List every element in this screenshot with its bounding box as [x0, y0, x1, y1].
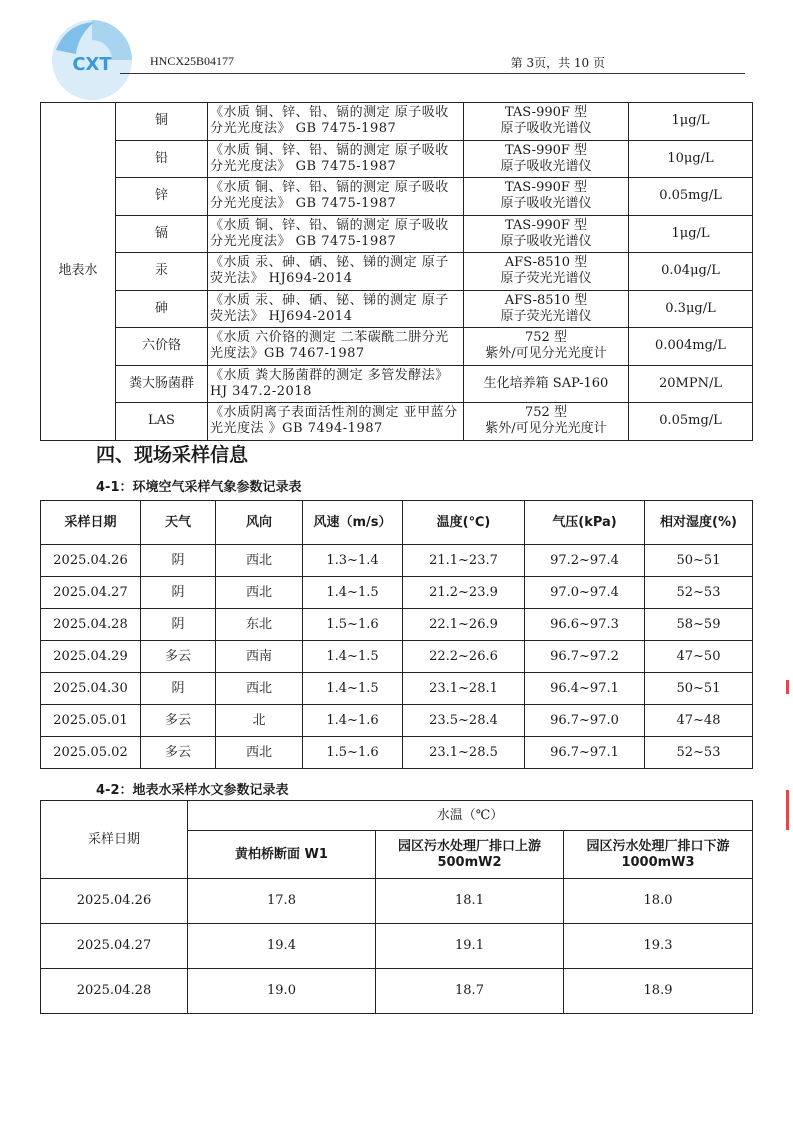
- weather-cell: 23.1~28.5: [403, 737, 525, 769]
- report-number: HNCX25B04177: [150, 54, 235, 68]
- hydro-site-header: 黄柏桥断面 W1: [188, 831, 376, 879]
- weather-cell: 1.4~1.5: [303, 641, 403, 673]
- weather-header-cell: 相对湿度(%): [645, 501, 753, 545]
- weather-cell: 西南: [216, 641, 303, 673]
- weather-cell: 2025.04.29: [41, 641, 141, 673]
- weather-header-cell: 风向: [216, 501, 303, 545]
- weather-header-cell: 天气: [141, 501, 216, 545]
- hydro-cell: 18.7: [376, 969, 564, 1014]
- weather-cell: 2025.04.28: [41, 609, 141, 641]
- method-cell: 《水质 粪大肠菌群的测定 多管发酵法》 HJ 347.2-2018: [208, 365, 464, 403]
- weather-cell: 47~50: [645, 641, 753, 673]
- weather-cell: 50~51: [645, 673, 753, 705]
- hydro-cell: 18.9: [564, 969, 753, 1014]
- instrument-cell: AFS-8510 型 原子荧光光谱仪: [464, 253, 629, 291]
- logo-text: CXT: [72, 54, 112, 75]
- weather-cell: 2025.04.26: [41, 545, 141, 577]
- hydro-site-header: 园区污水处理厂排口下游 1000mW3: [564, 831, 753, 879]
- weather-row: [41, 545, 753, 577]
- hydro-cell: 2025.04.28: [41, 969, 188, 1014]
- limit-cell: 0.04μg/L: [629, 253, 753, 291]
- weather-cell: 47~48: [645, 705, 753, 737]
- method-cell: 《水质 六价铬的测定 二苯碳酰二肼分光光度法》GB 7467-1987: [208, 328, 464, 366]
- instrument-cell: 752 型 紫外/可见分光光度计: [464, 403, 629, 441]
- weather-cell: 1.4~1.6: [303, 705, 403, 737]
- weather-header-row: [41, 501, 753, 545]
- hydro-cell: 2025.04.27: [41, 924, 188, 969]
- weather-cell: 阴: [141, 609, 216, 641]
- weather-cell: 96.7~97.1: [525, 737, 645, 769]
- method-row: [41, 253, 753, 291]
- weather-cell: 22.2~26.6: [403, 641, 525, 673]
- weather-cell: 西北: [216, 545, 303, 577]
- hydro-cell: 2025.04.26: [41, 879, 188, 924]
- weather-row: [41, 609, 753, 641]
- method-cell: 《水质 汞、砷、硒、铋、锑的测定 原子荧光法》 HJ694-2014: [208, 253, 464, 291]
- weather-cell: 西北: [216, 673, 303, 705]
- weather-cell: 96.7~97.2: [525, 641, 645, 673]
- weather-cell: 1.5~1.6: [303, 737, 403, 769]
- weather-header-cell: 采样日期: [41, 501, 141, 545]
- weather-cell: 2025.05.01: [41, 705, 141, 737]
- weather-cell: 22.1~26.9: [403, 609, 525, 641]
- weather-table-caption: 4-1：环境空气采样气象参数记录表: [96, 480, 302, 495]
- weather-cell: 21.2~23.9: [403, 577, 525, 609]
- instrument-cell: TAS-990F 型 原子吸收光谱仪: [464, 215, 629, 253]
- hydro-cell: 19.4: [188, 924, 376, 969]
- weather-row: [41, 641, 753, 673]
- weather-cell: 2025.05.02: [41, 737, 141, 769]
- weather-cell: 东北: [216, 609, 303, 641]
- weather-cell: 阴: [141, 673, 216, 705]
- method-row: [41, 140, 753, 178]
- weather-cell: 1.4~1.5: [303, 577, 403, 609]
- weather-cell: 西北: [216, 737, 303, 769]
- hydro-cell: 19.3: [564, 924, 753, 969]
- weather-cell: 97.2~97.4: [525, 545, 645, 577]
- weather-cell: 23.1~28.1: [403, 673, 525, 705]
- header-rule: [120, 73, 745, 74]
- limit-cell: 20MPN/L: [629, 365, 753, 403]
- weather-cell: 52~53: [645, 577, 753, 609]
- method-cell: 《水质 铜、锌、铅、镉的测定 原子吸收分光光度法》 GB 7475-1987: [208, 140, 464, 178]
- weather-row: [41, 577, 753, 609]
- instrument-cell: 生化培养箱 SAP-160: [464, 365, 629, 403]
- hydro-date-header: 采样日期: [41, 801, 188, 879]
- weather-header-cell: 风速（m/s）: [303, 501, 403, 545]
- weather-cell: 2025.04.30: [41, 673, 141, 705]
- item-cell: 汞: [116, 253, 208, 291]
- company-logo: [42, 10, 142, 110]
- weather-cell: 阴: [141, 545, 216, 577]
- hydro-site-header: 园区污水处理厂排口上游 500mW2: [376, 831, 564, 879]
- methods-table: [40, 102, 753, 441]
- page-indicator: 第 3页，共 10 页: [510, 56, 605, 70]
- item-cell: 砷: [116, 290, 208, 328]
- item-cell: 粪大肠菌群: [116, 365, 208, 403]
- weather-cell: 52~53: [645, 737, 753, 769]
- weather-cell: 2025.04.27: [41, 577, 141, 609]
- hydro-cell: 19.0: [188, 969, 376, 1014]
- hydro-cell: 18.1: [376, 879, 564, 924]
- item-cell: 六价铬: [116, 328, 208, 366]
- method-cell: 《水质 铜、锌、铅、镉的测定 原子吸收分光光度法》 GB 7475-1987: [208, 215, 464, 253]
- limit-cell: 1μg/L: [629, 215, 753, 253]
- weather-header-cell: 气压(kPa): [525, 501, 645, 545]
- limit-cell: 1μg/L: [629, 103, 753, 141]
- hydro-row: [41, 924, 753, 969]
- weather-row: [41, 705, 753, 737]
- weather-row: [41, 737, 753, 769]
- method-row: [41, 328, 753, 366]
- method-row: [41, 403, 753, 441]
- weather-row: [41, 673, 753, 705]
- limit-cell: 10μg/L: [629, 140, 753, 178]
- binding-mark: [786, 790, 789, 830]
- weather-cell: 97.0~97.4: [525, 577, 645, 609]
- weather-cell: 西北: [216, 577, 303, 609]
- limit-cell: 0.05mg/L: [629, 403, 753, 441]
- instrument-cell: 752 型 紫外/可见分光光度计: [464, 328, 629, 366]
- method-cell: 《水质 铜、锌、铅、镉的测定 原子吸收分光光度法》 GB 7475-1987: [208, 178, 464, 216]
- weather-cell: 多云: [141, 641, 216, 673]
- weather-header-cell: 温度(℃): [403, 501, 525, 545]
- item-cell: LAS: [116, 403, 208, 441]
- instrument-cell: TAS-990F 型 原子吸收光谱仪: [464, 178, 629, 216]
- weather-cell: 96.6~97.3: [525, 609, 645, 641]
- weather-cell: 多云: [141, 705, 216, 737]
- instrument-cell: TAS-990F 型 原子吸收光谱仪: [464, 103, 629, 141]
- hydro-cell: 19.1: [376, 924, 564, 969]
- method-row: [41, 215, 753, 253]
- method-row: [41, 103, 753, 141]
- item-cell: 铜: [116, 103, 208, 141]
- hydro-group-header: 水温（℃）: [188, 801, 753, 831]
- weather-table: [40, 500, 753, 769]
- method-cell: 《水质 汞、砷、硒、铋、锑的测定 原子荧光法》 HJ694-2014: [208, 290, 464, 328]
- weather-cell: 50~51: [645, 545, 753, 577]
- instrument-cell: TAS-990F 型 原子吸收光谱仪: [464, 140, 629, 178]
- hydro-table: [40, 800, 753, 1014]
- weather-cell: 58~59: [645, 609, 753, 641]
- hydro-cell: 18.0: [564, 879, 753, 924]
- limit-cell: 0.3μg/L: [629, 290, 753, 328]
- method-cell: 《水质阴离子表面活性剂的测定 亚甲蓝分光光度法 》GB 7494-1987: [208, 403, 464, 441]
- category-cell: 地表水: [41, 103, 116, 441]
- hydro-row: [41, 879, 753, 924]
- method-cell: 《水质 铜、锌、铅、镉的测定 原子吸收分光光度法》 GB 7475-1987: [208, 103, 464, 141]
- binding-mark: [786, 680, 789, 694]
- method-row: [41, 178, 753, 216]
- weather-cell: 北: [216, 705, 303, 737]
- limit-cell: 0.004mg/L: [629, 328, 753, 366]
- item-cell: 锌: [116, 178, 208, 216]
- item-cell: 铅: [116, 140, 208, 178]
- limit-cell: 0.05mg/L: [629, 178, 753, 216]
- hydro-row: [41, 969, 753, 1014]
- method-row: [41, 365, 753, 403]
- weather-cell: 1.3~1.4: [303, 545, 403, 577]
- item-cell: 镉: [116, 215, 208, 253]
- method-row: [41, 290, 753, 328]
- section-title: 四、现场采样信息: [96, 444, 249, 466]
- weather-cell: 1.5~1.6: [303, 609, 403, 641]
- weather-cell: 阴: [141, 577, 216, 609]
- hydro-table-caption: 4-2：地表水采样水文参数记录表: [96, 783, 289, 798]
- weather-cell: 多云: [141, 737, 216, 769]
- hydro-cell: 17.8: [188, 879, 376, 924]
- weather-cell: 96.4~97.1: [525, 673, 645, 705]
- weather-cell: 21.1~23.7: [403, 545, 525, 577]
- instrument-cell: AFS-8510 型 原子荧光光谱仪: [464, 290, 629, 328]
- weather-cell: 23.5~28.4: [403, 705, 525, 737]
- weather-cell: 96.7~97.0: [525, 705, 645, 737]
- weather-cell: 1.4~1.5: [303, 673, 403, 705]
